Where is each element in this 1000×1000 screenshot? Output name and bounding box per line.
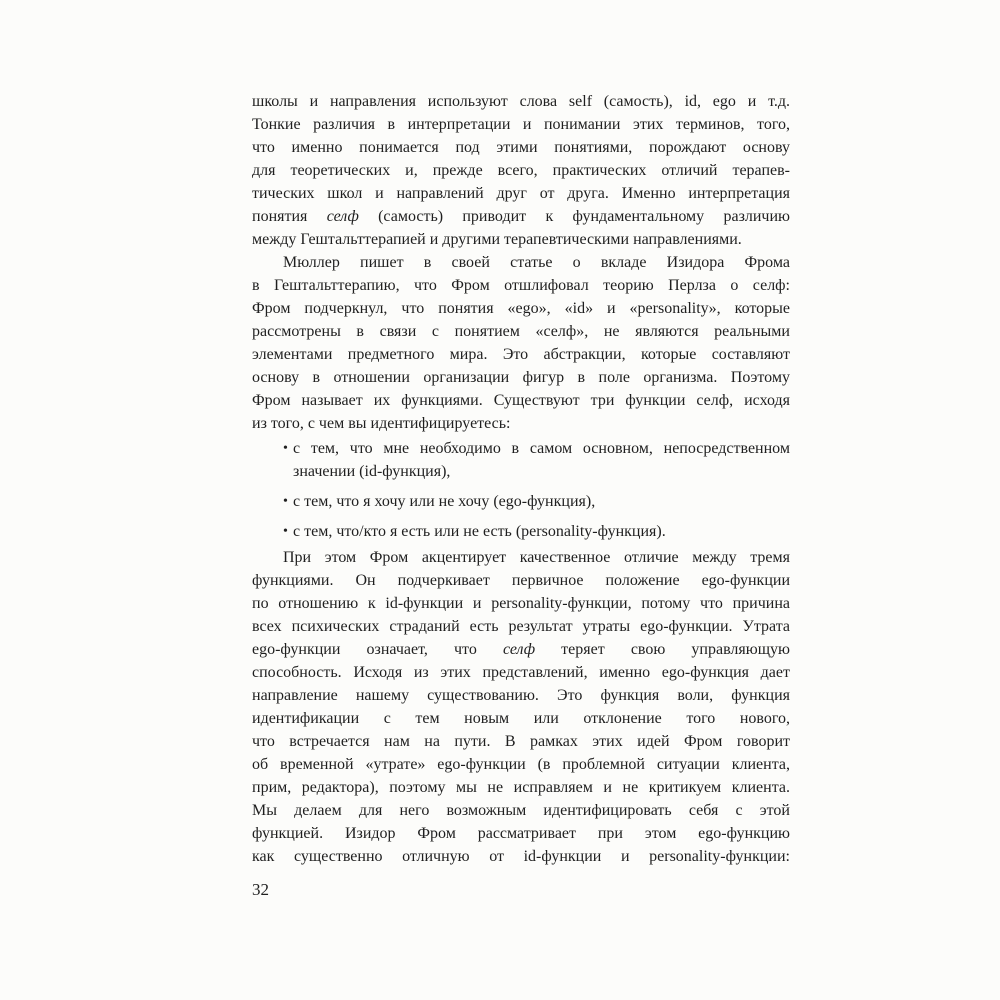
text-line: как существенно отличную от id-функции и personality-функции: xyxy=(252,848,790,865)
bullet-icon: • xyxy=(283,441,288,456)
text-line: тических школ и направлений друг от друга. Именно интерпретация xyxy=(252,185,790,202)
text-line: Мы делаем для него возможным идентифицировать себя с этой xyxy=(252,802,790,819)
text-line: Тонкие различия в интерпретации и понимании этих терминов, того, xyxy=(252,116,790,133)
page-number: 32 xyxy=(252,880,269,899)
text-line: понятия селф (самость) приводит к фундаментальному различию xyxy=(252,208,790,225)
text-line: в Гештальттерапию, что Фром отшлифовал теорию Перлза о селф: xyxy=(252,277,790,294)
text-line: с тем, что я хочу или не хочу (ego-функция), xyxy=(293,493,596,510)
list-item xyxy=(252,437,790,483)
text-line: что встречается нам на пути. В рамках этих идей Фром говорит xyxy=(252,733,790,750)
text-line: Фром подчеркнул, что понятия «ego», «id» и «personality», которые xyxy=(252,300,790,317)
paragraph xyxy=(252,546,790,868)
text-block xyxy=(252,90,790,868)
bullet-icon: • xyxy=(283,494,288,509)
text-line: элементами предметного мира. Это абстракции, которые составляют xyxy=(252,346,790,363)
text-line: функцией. Изидор Фром рассматривает при этом ego-функцию xyxy=(252,825,790,842)
text-line: При этом Фром акцентирует качественное отличие между тремя xyxy=(283,549,790,566)
paragraph xyxy=(252,251,790,435)
text-line: ego-функции означает, что селф теряет свою управляющую xyxy=(252,641,790,658)
text-line: всех психических страданий есть результат утраты ego-функции. Утрата xyxy=(252,618,790,635)
text-line: значении (id-функция), xyxy=(293,463,451,480)
text-line: по отношению к id-функции и personality-функции, потому что причина xyxy=(252,595,790,612)
text-line: об временной «утрате» ego-функции (в проблемной ситуации клиента, xyxy=(252,756,790,773)
text-line: идентификации с тем новым или отклонение того нового, xyxy=(252,710,790,727)
text-line: рассмотрены в связи с понятием «селф», не являются реальными xyxy=(252,323,790,340)
text-line: Фром называет их функциями. Существуют три функции селф, исходя xyxy=(252,392,790,409)
text-line: между Гештальттерапией и другими терапевтическими направлениями. xyxy=(252,231,742,248)
text-line: способность. Исходя из этих представлений, именно ego-функция дает xyxy=(252,664,790,681)
text-line: с тем, что мне необходимо в самом основном, непосредственном xyxy=(293,440,790,457)
text-line: направление нашему существованию. Это функция воли, функция xyxy=(252,687,790,704)
bullet-icon: • xyxy=(283,524,288,539)
text-line: школы и направления используют слова self (самость), id, ego и т.д. xyxy=(252,93,790,110)
text-line: основу в отношении организации фигур в поле организма. Поэтому xyxy=(252,369,790,386)
text-line: прим, редактора), поэтому мы не исправляем и не критикуем клиента. xyxy=(252,779,790,796)
paragraph xyxy=(252,90,790,251)
text-line: из того, с чем вы идентифицируетесь: xyxy=(252,415,511,432)
list-item xyxy=(252,490,790,513)
text-line: с тем, что/кто я есть или не есть (personality-функция). xyxy=(293,523,666,540)
bullet-list xyxy=(252,437,790,543)
text-line: что именно понимается под этими понятиями, порождают основу xyxy=(252,139,790,156)
text-line: для теоретических и, прежде всего, практических отличий терапев- xyxy=(252,162,790,179)
text-line: функциями. Он подчеркивает первичное положение ego-функции xyxy=(252,572,790,589)
text-line: Мюллер пишет в своей статье о вкладе Изидора Фрома xyxy=(283,254,790,271)
list-item xyxy=(252,520,790,543)
